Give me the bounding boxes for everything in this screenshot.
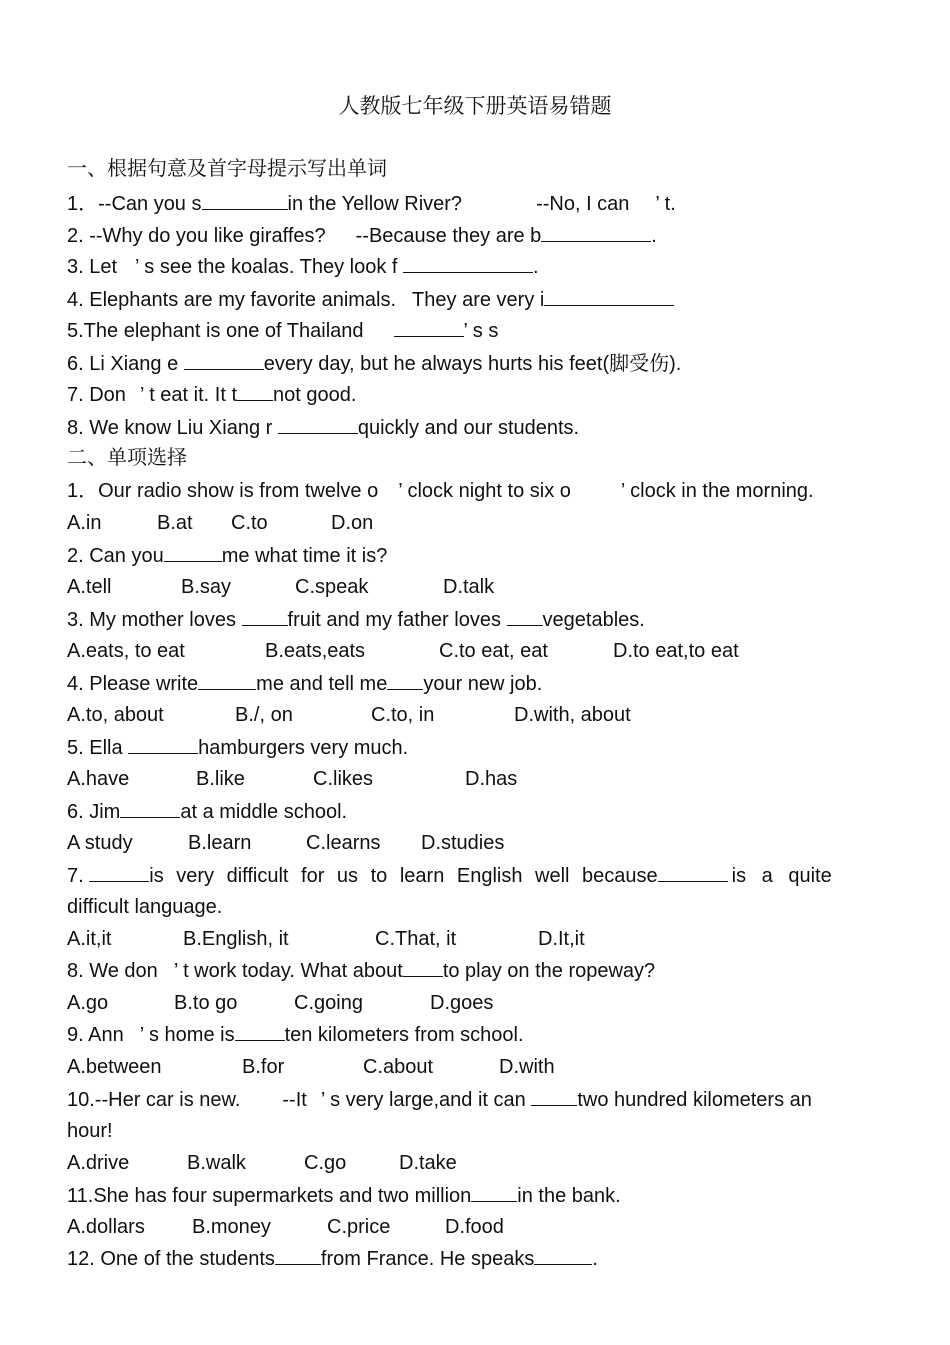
s2-question-9: 9. Ann ’ s home is ten kilometers from school. (67, 1024, 524, 1046)
s2-q5-options (67, 767, 930, 791)
s2-q6-options (67, 831, 930, 855)
s1-question-2: 2. --Why do you like giraffes? --Because they are b . (67, 225, 657, 247)
option[interactable]: B.at (157, 512, 193, 534)
option[interactable]: A.drive (67, 1152, 130, 1174)
option[interactable]: D.with (499, 1056, 555, 1078)
option[interactable]: D.to eat,to eat (613, 640, 739, 662)
s2-question-4: 4. Please write me and tell me your new job. (67, 673, 543, 695)
option[interactable]: A study (67, 832, 133, 854)
option[interactable]: A.dollars (67, 1216, 145, 1238)
option[interactable]: D.goes (430, 992, 494, 1014)
option[interactable]: D.with, about (514, 704, 631, 726)
option[interactable]: A.eats, to eat (67, 640, 185, 662)
s2-q9-options (67, 1055, 930, 1079)
s2-question-2: 2. Can you me what time it is? (67, 545, 388, 567)
s2-question-7: 7. is very difficult for us to learn English well because is a quite (67, 865, 832, 887)
option[interactable]: D.has (465, 768, 518, 790)
s2-question-1: 1．Our radio show is from twelve o ’ clock night to six o ’ clock in the morning. (67, 480, 814, 502)
document-title: 人教版七年级下册英语易错题 (338, 94, 612, 118)
s2-q11-options (67, 1215, 930, 1239)
s2-question-10: 10.--Her car is new. --It ’ s very large,and it can two hundred kilometers an (67, 1089, 812, 1111)
option[interactable]: A.have (67, 768, 130, 790)
s2-q3-options (67, 639, 930, 663)
option[interactable]: D.food (445, 1216, 504, 1238)
s1-question-1: 1．--Can you s in the Yellow River? --No, I can ’ t. (67, 193, 676, 215)
option[interactable]: C.That, it (375, 928, 457, 950)
option[interactable]: C.going (294, 992, 363, 1014)
option[interactable]: A.in (67, 512, 102, 534)
section-1-heading: 一、根据句意及首字母提示写出单词 (67, 156, 387, 180)
option[interactable]: A.it,it (67, 928, 112, 950)
option[interactable]: B.eats,eats (265, 640, 366, 662)
option[interactable]: C.likes (313, 768, 374, 790)
s2-question-7-cont: difficult language. (67, 896, 223, 918)
s2-question-11: 11.She has four supermarkets and two million in the bank. (67, 1185, 621, 1207)
option[interactable]: B./, on (235, 704, 293, 726)
s2-question-8: 8. We don ’ t work today. What about to play on the ropeway? (67, 960, 656, 982)
section-2-heading: 二、单项选择 (67, 445, 187, 469)
option[interactable]: C.to eat, eat (439, 640, 548, 662)
s2-q2-options (67, 575, 930, 599)
option[interactable]: D.on (331, 512, 374, 534)
s2-q7-options (67, 927, 930, 951)
option[interactable]: D.talk (443, 576, 495, 598)
s2-question-6: 6. Jim at a middle school. (67, 801, 348, 823)
option[interactable]: C.about (363, 1056, 434, 1078)
option[interactable]: D.It,it (538, 928, 585, 950)
option[interactable]: D.studies (421, 832, 505, 854)
s1-question-4: 4. Elephants are my favorite animals. They are very i (67, 287, 930, 312)
option[interactable]: B.English, it (183, 928, 289, 950)
s1-question-5: 5.The elephant is one of Thailand ’ s s (67, 320, 499, 342)
s2-q1-options (67, 511, 930, 535)
option[interactable]: C.to, in (371, 704, 435, 726)
option[interactable]: B.to go (174, 992, 238, 1014)
option[interactable]: B.walk (187, 1152, 246, 1174)
s1-question-6: 6. Li Xiang e every day, but he always hurts his feet(脚受伤). (67, 351, 682, 375)
option[interactable]: B.learn (188, 832, 252, 854)
s2-q4-options (67, 703, 930, 727)
option[interactable]: B.for (242, 1056, 285, 1078)
option[interactable]: C.to (231, 512, 268, 534)
option[interactable]: A.go (67, 992, 109, 1014)
s2-q10-options (67, 1151, 930, 1175)
s1-question-7: 7. Don ’ t eat it. It t not good. (67, 384, 357, 406)
option[interactable]: D.take (399, 1152, 457, 1174)
option[interactable]: A.to, about (67, 704, 164, 726)
option[interactable]: C.learns (306, 832, 381, 854)
option[interactable]: B.money (192, 1216, 271, 1238)
option[interactable]: A.tell (67, 576, 112, 598)
s2-question-5: 5. Ella hamburgers very much. (67, 737, 409, 759)
s2-q8-options (67, 991, 930, 1015)
s1-question-8: 8. We know Liu Xiang r quickly and our students. (67, 417, 580, 439)
option[interactable]: C.speak (295, 576, 369, 598)
s2-question-3: 3. My mother loves fruit and my father loves vegetables. (67, 609, 645, 631)
option[interactable]: B.say (181, 576, 232, 598)
s2-question-10-cont: hour! (67, 1120, 113, 1142)
option[interactable]: C.price (327, 1216, 391, 1238)
option[interactable]: C.go (304, 1152, 347, 1174)
option[interactable]: B.like (196, 768, 245, 790)
s2-question-12: 12. One of the students from France. He speaks . (67, 1248, 598, 1270)
s1-question-3: 3. Let ’ s see the koalas. They look f . (67, 256, 539, 278)
option[interactable]: A.between (67, 1056, 162, 1078)
